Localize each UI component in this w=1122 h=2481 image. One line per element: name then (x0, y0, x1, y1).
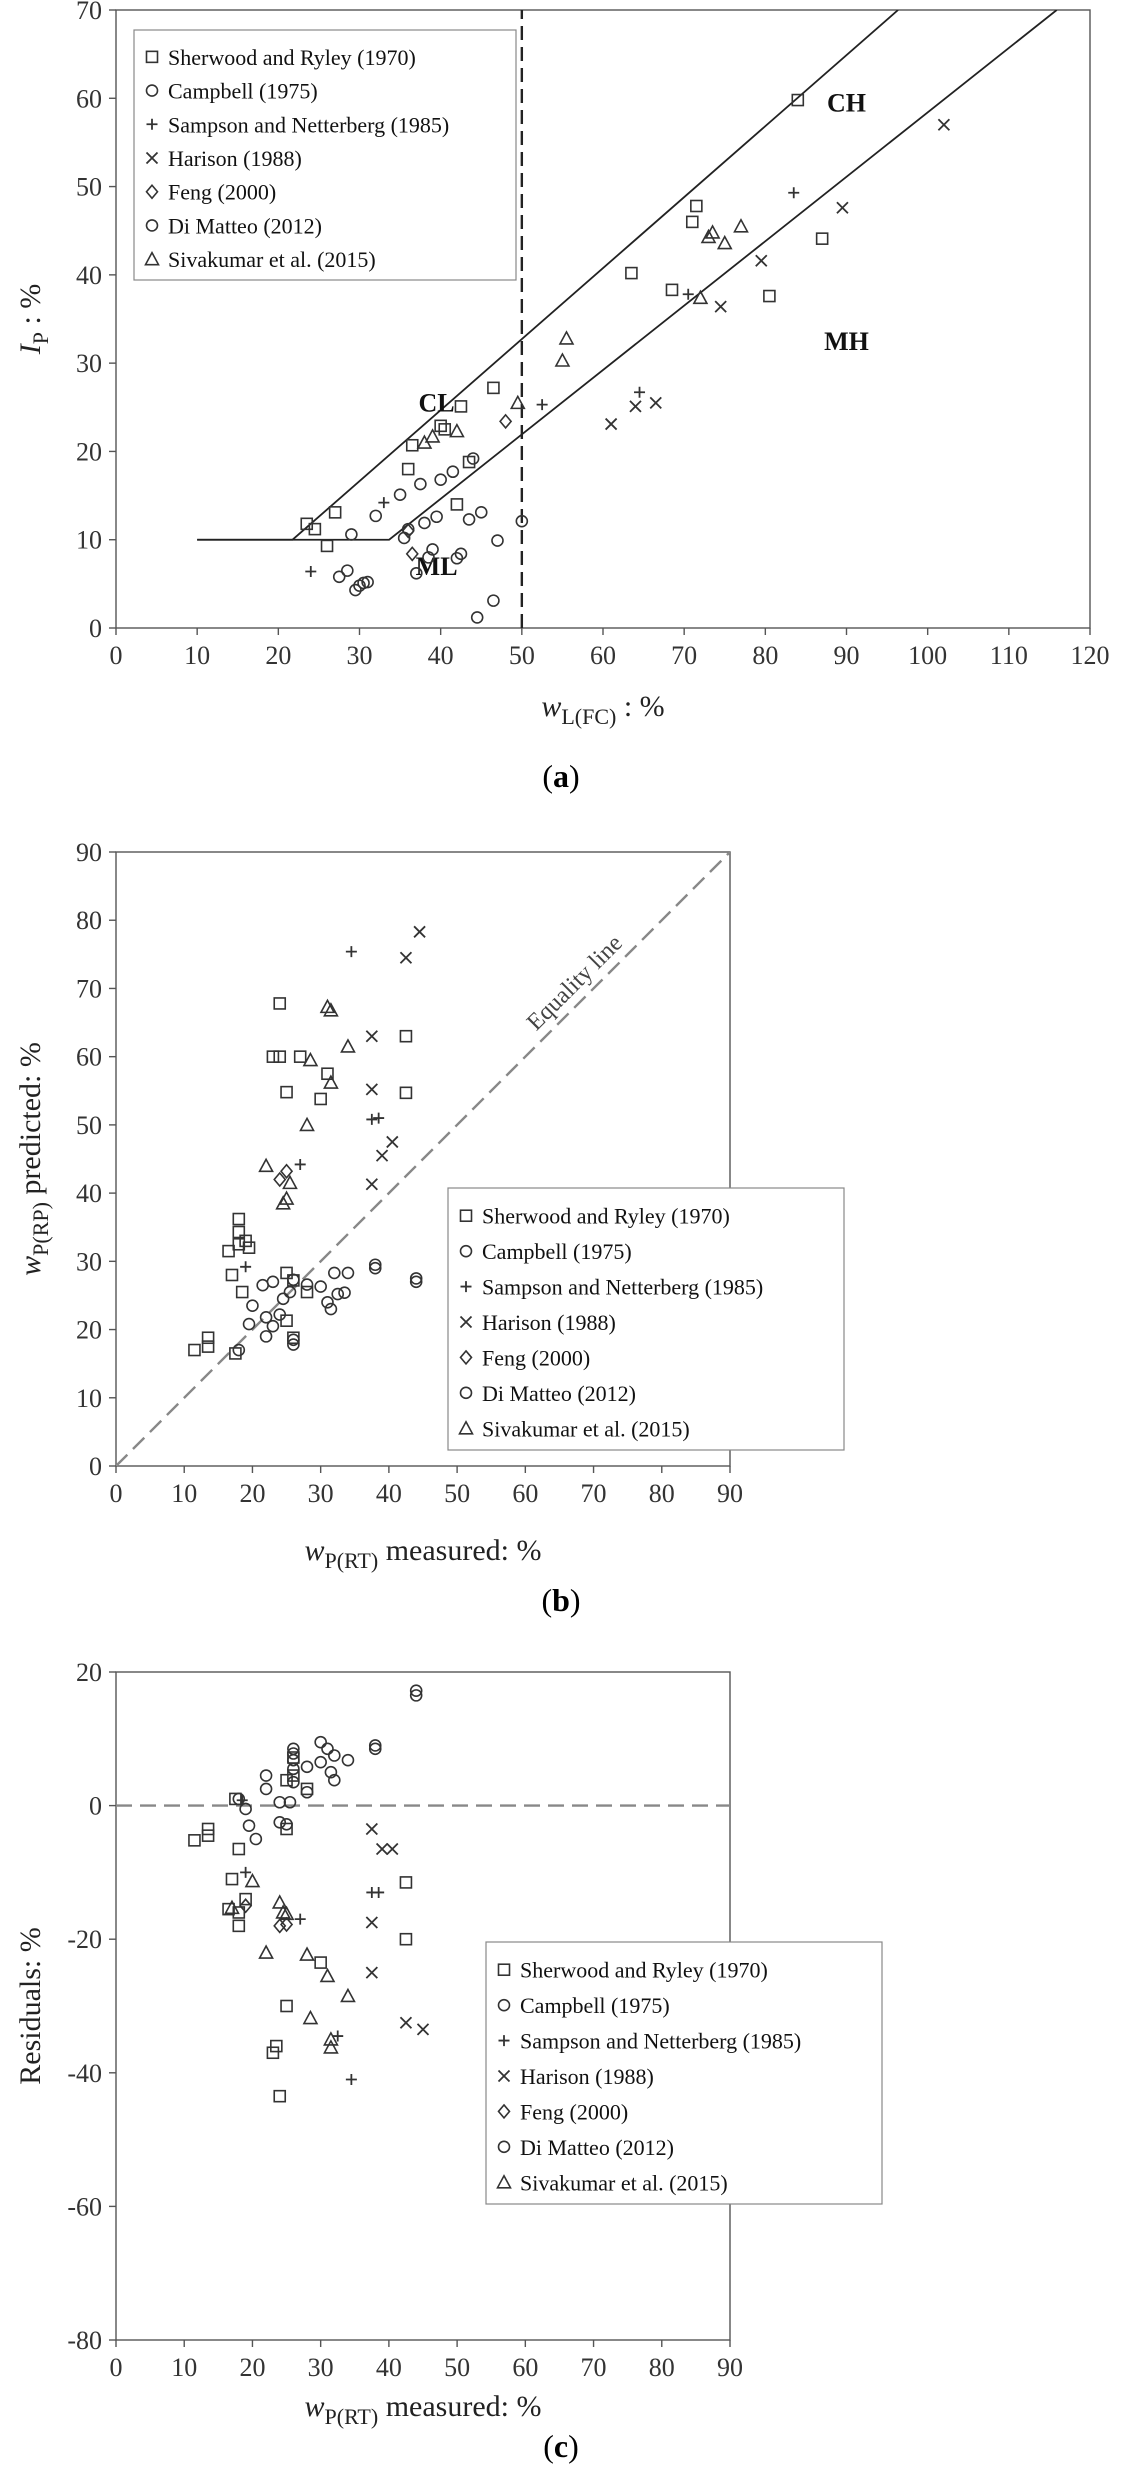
series-3 (366, 926, 425, 1189)
x-tick-label: 80 (648, 1479, 675, 1508)
data-point (450, 425, 463, 437)
y-tick-label: 0 (89, 1791, 102, 1821)
y-tick-label: 0 (89, 614, 102, 643)
data-point (295, 1914, 306, 1925)
panel-b (0, 820, 1122, 1640)
data-point (203, 1823, 214, 1834)
x-tick-label: 20 (239, 1479, 266, 1508)
data-point (283, 1176, 296, 1188)
data-point (329, 1267, 340, 1278)
y-tick-label: 90 (76, 838, 102, 867)
data-point (718, 237, 731, 249)
y-tick-label: 60 (76, 84, 102, 114)
x-tick-label: 60 (512, 2353, 539, 2382)
data-point (387, 1844, 398, 1855)
data-point (304, 2012, 317, 2024)
region-label-mh: MH (824, 326, 869, 356)
y-tick-label: -80 (67, 2326, 102, 2355)
data-point (341, 1989, 354, 2001)
y-tick-label: 30 (76, 349, 102, 379)
x-tick-label: 0 (109, 1479, 123, 1508)
data-point (756, 255, 767, 266)
x-tick-label: 80 (648, 2353, 675, 2382)
legend-entry: Di Matteo (2012) (168, 213, 322, 239)
data-point (315, 1093, 326, 1104)
data-point (817, 233, 828, 244)
x-tick-label: 100 (908, 641, 948, 670)
data-point (455, 401, 466, 412)
data-point (488, 595, 499, 606)
caption-b: (b) (541, 1582, 581, 1618)
data-point (246, 1875, 259, 1887)
y-tick-label: -20 (67, 1925, 102, 1955)
legend-entry: Sivakumar et al. (2015) (520, 2170, 728, 2196)
series-0 (189, 998, 411, 1359)
caption-a: (a) (542, 758, 580, 794)
y-tick-label: 10 (76, 1383, 102, 1413)
data-point (691, 200, 702, 211)
series-4 (240, 1899, 524, 2198)
data-point (666, 284, 677, 295)
data-point (223, 1246, 234, 1257)
y-tick-label: 70 (76, 974, 102, 1004)
data-point (274, 1797, 285, 1808)
data-point (189, 1345, 200, 1356)
data-point (419, 517, 430, 528)
data-point (295, 1159, 306, 1170)
data-point (322, 540, 333, 551)
data-point (315, 1737, 326, 1748)
x-tick-label: 110 (989, 641, 1028, 670)
data-point (321, 1969, 334, 1981)
legend-entry: Harison (1988) (168, 146, 302, 171)
data-point (418, 2024, 429, 2035)
legend-entry: Sherwood and Ryley (1970) (168, 44, 416, 70)
legend-entry: Feng (2000) (168, 179, 277, 205)
data-point (837, 202, 848, 213)
data-point (341, 1040, 354, 1052)
series-1 (233, 1737, 380, 1845)
data-point (261, 1331, 272, 1342)
x-tick-label: 90 (717, 1479, 743, 1508)
data-point (288, 1777, 299, 1788)
x-tick-label: 0 (109, 2353, 123, 2382)
x-tick-label: 40 (375, 1479, 402, 1508)
x-tick-label: 70 (671, 641, 698, 670)
y-axis-label: $I_P$ : % (14, 283, 53, 355)
x-tick-label: 30 (307, 2353, 334, 2382)
data-point (377, 1150, 388, 1161)
legend-entry: Harison (1988) (482, 1310, 616, 1335)
x-tick-label: 90 (717, 2353, 743, 2382)
data-point (626, 268, 637, 279)
data-point (435, 420, 446, 431)
data-point (281, 1087, 292, 1098)
data-point (325, 1304, 336, 1315)
data-point (233, 1239, 244, 1250)
x-tick-label: 40 (375, 2353, 402, 2382)
x-tick-label: 70 (580, 1479, 607, 1508)
data-point (431, 511, 442, 522)
x-tick-label: 50 (508, 641, 535, 670)
x-tick-label: 10 (171, 1479, 198, 1508)
data-point (451, 499, 462, 510)
data-point (366, 1917, 377, 1928)
data-point (302, 1279, 313, 1290)
data-point (274, 1817, 285, 1828)
data-point (468, 453, 479, 464)
data-point (257, 1280, 268, 1291)
x-tick-label: 20 (239, 2353, 266, 2382)
data-point (233, 1345, 244, 1356)
data-point (322, 1743, 333, 1754)
data-point (240, 1261, 251, 1272)
data-point (267, 1321, 278, 1332)
y-tick-label: 60 (76, 1042, 102, 1072)
data-point (370, 510, 381, 521)
series-2 (237, 1795, 384, 2085)
y-tick-label: -40 (67, 2058, 102, 2088)
chart-a (0, 0, 1122, 770)
x-tick-label: 40 (427, 641, 454, 670)
data-point (250, 1834, 261, 1845)
data-point (267, 1276, 278, 1287)
data-point (274, 2091, 285, 2102)
data-point (240, 1899, 251, 1912)
legend (486, 1942, 882, 2204)
data-point (415, 479, 426, 490)
data-point (366, 1823, 377, 1834)
data-point (407, 440, 418, 451)
data-point (247, 1300, 258, 1311)
data-point (414, 926, 425, 937)
region-label-cl: CL (418, 388, 455, 418)
data-point (734, 220, 747, 232)
y-tick-label: 0 (89, 1452, 102, 1481)
legend-entry: Sherwood and Ryley (1970) (482, 1203, 730, 1229)
data-point (537, 399, 548, 410)
data-point (261, 1770, 272, 1781)
data-point (305, 566, 316, 577)
x-tick-label: 70 (580, 2353, 607, 2382)
data-point (260, 1946, 273, 1958)
data-point (322, 1297, 333, 1308)
data-point (324, 1076, 337, 1088)
data-point (301, 1118, 314, 1130)
y-tick-label: 30 (76, 1247, 102, 1277)
x-tick-label: 10 (171, 2353, 198, 2382)
data-point (630, 401, 641, 412)
data-point (606, 419, 617, 430)
data-point (492, 535, 503, 546)
x-tick-label: 80 (752, 641, 779, 670)
data-point (400, 952, 411, 963)
data-point (634, 387, 645, 398)
data-point (488, 382, 499, 393)
data-point (650, 397, 661, 408)
legend-entry: Sivakumar et al. (2015) (168, 247, 376, 273)
legend-entry: Feng (2000) (482, 1345, 591, 1371)
data-point (556, 354, 569, 366)
data-point (271, 2041, 282, 2052)
data-point (342, 1267, 353, 1278)
data-point (346, 2074, 357, 2085)
y-tick-label: 10 (76, 525, 102, 555)
equality-line-label: Equality line (522, 930, 628, 1036)
data-point (938, 119, 949, 130)
series-6 (260, 1000, 355, 1208)
data-point (281, 2001, 292, 2012)
y-tick-label: 40 (76, 260, 102, 290)
legend-entry: Di Matteo (2012) (520, 2134, 674, 2160)
series-5 (370, 1685, 422, 1754)
panel-a (0, 0, 1122, 820)
data-point (788, 187, 799, 198)
data-point (260, 1159, 273, 1171)
data-point (281, 1267, 292, 1278)
x-tick-label: 30 (346, 641, 373, 670)
y-tick-label: 80 (76, 906, 102, 936)
data-point (281, 1775, 292, 1786)
legend-entry: Sampson and Netterberg (1985) (482, 1274, 764, 1300)
data-point (329, 1750, 340, 1761)
data-point (281, 1315, 292, 1326)
series-5 (261, 1263, 422, 1342)
series-3 (366, 1823, 428, 2034)
data-point (301, 1948, 314, 1960)
data-point (366, 1179, 377, 1190)
data-point (500, 415, 511, 428)
data-point (400, 2017, 411, 2028)
data-point (244, 1319, 255, 1330)
data-point (244, 1820, 255, 1831)
panel-c (0, 1640, 1122, 2481)
y-tick-label: 70 (76, 0, 102, 25)
data-point (233, 1844, 244, 1855)
data-point (273, 1896, 286, 1908)
x-tick-label: 50 (444, 1479, 471, 1508)
x-tick-label: 10 (184, 641, 211, 670)
data-point (387, 1136, 398, 1147)
data-point (281, 1819, 292, 1830)
data-point (244, 1242, 255, 1253)
x-tick-label: 20 (265, 641, 292, 670)
legend-entry: Campbell (1975) (168, 78, 318, 104)
data-point (439, 424, 450, 435)
data-point (764, 291, 775, 302)
legend-entry: Feng (2000) (520, 2099, 629, 2125)
y-tick-label: 20 (76, 437, 102, 467)
data-point (240, 1867, 251, 1878)
data-point (203, 1830, 214, 1841)
legend-entry: Sivakumar et al. (2015) (482, 1416, 690, 1442)
data-point (302, 1761, 313, 1772)
legend-entry: Sampson and Netterberg (1985) (168, 112, 450, 138)
legend-entry: Campbell (1975) (520, 1993, 670, 2019)
data-point (267, 2047, 278, 2058)
data-point (400, 1087, 411, 1098)
data-point (339, 1287, 350, 1298)
x-tick-label: 60 (590, 641, 616, 670)
data-point (261, 1783, 272, 1794)
y-tick-label: 20 (76, 1658, 102, 1687)
data-point (274, 998, 285, 1009)
x-tick-label: 0 (109, 641, 123, 670)
x-tick-label: 50 (444, 2353, 471, 2382)
data-point (315, 1757, 326, 1768)
data-point (346, 529, 357, 540)
data-point (366, 1114, 377, 1125)
y-tick-label: 50 (76, 172, 102, 202)
data-point (472, 612, 483, 623)
data-point (373, 1887, 384, 1898)
data-point (715, 301, 726, 312)
data-point (378, 497, 389, 508)
data-point (315, 1281, 326, 1292)
series-1 (233, 1259, 421, 1355)
legend-entry: Campbell (1975) (482, 1239, 632, 1265)
data-point (366, 1084, 377, 1095)
data-point (342, 565, 353, 576)
series-2 (240, 946, 384, 1272)
chart-b (0, 820, 1122, 1590)
data-point (447, 466, 458, 477)
data-point (233, 1920, 244, 1931)
data-point (295, 1051, 306, 1062)
data-point (233, 1214, 244, 1225)
data-point (226, 1874, 237, 1885)
series-3 (606, 119, 950, 429)
legend-entry: Di Matteo (2012) (482, 1380, 636, 1406)
data-point (315, 1957, 326, 1968)
data-point (377, 1844, 388, 1855)
data-point (189, 1835, 200, 1846)
x-axis-label: $w_{L(FC)}$ : % (541, 690, 665, 729)
data-point (476, 507, 487, 518)
data-point (237, 1287, 248, 1298)
region-label-ch: CH (827, 88, 866, 118)
data-point (288, 1274, 299, 1285)
x-axis-label: $w_{P(RT)}$ measured: % (304, 2390, 542, 2429)
y-tick-label: 20 (76, 1315, 102, 1345)
data-point (687, 216, 698, 227)
data-point (302, 1787, 313, 1798)
data-point (278, 1293, 289, 1304)
x-tick-label: 60 (512, 1479, 539, 1508)
data-point (342, 1755, 353, 1766)
x-tick-label: 120 (1070, 641, 1110, 670)
data-point (683, 289, 694, 300)
data-point (400, 1934, 411, 1945)
legend-entry: Sherwood and Ryley (1970) (520, 1957, 768, 1983)
data-point (464, 514, 475, 525)
data-point (395, 489, 406, 500)
data-point (267, 1051, 278, 1062)
region-label-ml: ML (415, 552, 458, 582)
y-tick-label: 50 (76, 1110, 102, 1140)
data-point (400, 1877, 411, 1888)
data-point (400, 1031, 411, 1042)
x-tick-label: 30 (307, 1479, 334, 1508)
data-point (403, 464, 414, 475)
chart-c (0, 1640, 1122, 2430)
data-point (346, 946, 357, 957)
legend-entry: Harison (1988) (520, 2064, 654, 2089)
y-tick-label: 40 (76, 1179, 102, 1209)
data-point (274, 1051, 285, 1062)
data-point (330, 507, 341, 518)
series-4 (274, 1165, 292, 1186)
y-tick-label: -60 (67, 2192, 102, 2222)
legend-entry: Sampson and Netterberg (1985) (520, 2028, 802, 2054)
x-tick-label: 90 (833, 641, 860, 670)
data-point (366, 1967, 377, 1978)
y-axis-label: Residuals: % (14, 1927, 47, 2085)
caption-c: (c) (543, 2428, 579, 2464)
legend (448, 1188, 844, 1450)
legend (134, 30, 516, 280)
data-point (366, 1031, 377, 1042)
data-point (373, 1113, 384, 1124)
x-axis-label: $w_{P(RT)}$ measured: % (304, 1534, 542, 1573)
data-point (226, 1269, 237, 1280)
data-point (435, 474, 446, 485)
y-axis-label: $w_{P(RP)}$ predicted: % (14, 1042, 53, 1276)
data-point (560, 332, 573, 344)
data-point (324, 2033, 337, 2045)
